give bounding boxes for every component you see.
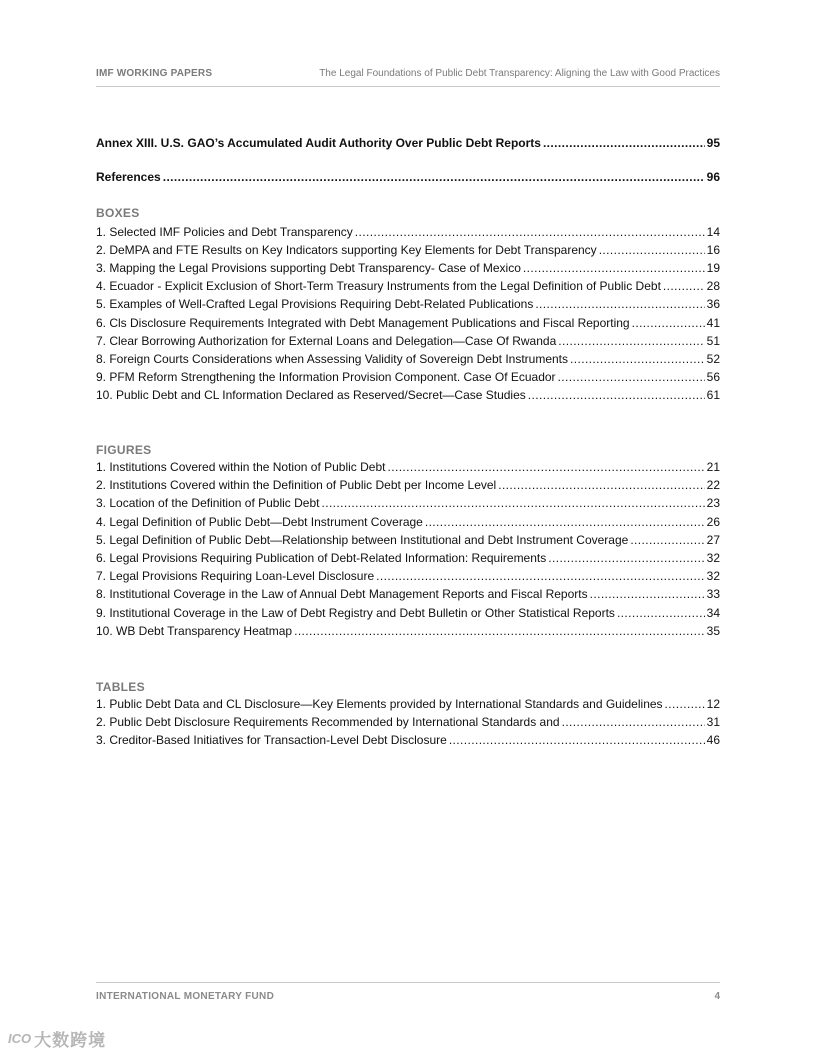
box-entry[interactable] [96,278,720,294]
table-entry[interactable] [96,732,720,748]
toc-entry-label: 4. Legal Definition of Public Debt—Debt Instrument Coverage [96,514,423,529]
toc-entry-label: 1. Selected IMF Policies and Debt Transparency [96,225,353,239]
toc-entry-label: 9. PFM Reform Strengthening the Information Provision Component. Case Of Ecuador [96,369,556,384]
table-entry[interactable] [96,696,720,712]
toc-entry-label: 2. Institutions Covered within the Definition of Public Debt per Income Level [96,478,497,493]
dot-leader [663,278,705,294]
footer-organization: INTERNATIONAL MONETARY FUND [96,991,275,1002]
dot-leader [665,696,705,712]
toc-entry-label: 8. Institutional Coverage in the Law of Annual Debt Management Reports and Fiscal Reports [96,587,588,602]
box-entry[interactable] [96,369,720,385]
dot-leader [548,550,704,566]
figure-entry[interactable] [96,459,720,475]
dot-leader [570,351,705,367]
boxes-heading: BOXES [96,206,140,220]
figure-entry[interactable] [96,532,720,548]
toc-entry-label: 2. Public Debt Disclosure Requirements Recommended by International Standards and [96,715,560,730]
toc-entry-page: 95 [706,136,720,150]
toc-entry-label: 7. Legal Provisions Requiring Loan-Level Disclosure [96,569,375,584]
toc-entry-page: 27 [706,532,720,547]
figures-heading: FIGURES [96,443,152,457]
toc-entry-page: 28 [706,279,720,294]
dot-leader [163,169,705,185]
dot-leader [630,532,704,548]
toc-entry-page: 23 [706,496,720,511]
toc-entry-page: 46 [706,733,720,748]
box-entry[interactable] [96,242,720,258]
dot-leader [543,135,705,151]
figure-entry[interactable] [96,477,720,493]
dot-leader [294,623,705,639]
table-entry[interactable] [96,714,720,730]
toc-entry-label: 5. Legal Definition of Public Debt—Relationship between Institutional and Debt Instrument Coverage [96,532,629,547]
toc-entry-page: 35 [706,623,720,638]
page-number: 4 [714,991,720,1002]
figure-entry[interactable] [96,623,720,639]
figure-entry[interactable] [96,568,720,584]
toc-entry-annex-xiii[interactable] [96,135,720,151]
dot-leader [498,477,704,493]
dot-leader [376,568,704,584]
box-entry[interactable] [96,224,720,240]
toc-entry-label: 2. DeMPA and FTE Results on Key Indicators supporting Key Elements for Debt Transparency [96,243,597,258]
toc-entry-page: 32 [706,551,720,565]
toc-entry-label: Annex XIII. U.S. GAO’s Accumulated Audit Authority Over Public Debt Reports [96,136,541,150]
toc-entry-page: 26 [706,514,720,529]
box-entry[interactable] [96,387,720,403]
box-entry[interactable] [96,315,720,331]
dot-leader [449,732,705,748]
toc-entry-label: 3. Creditor-Based Initiatives for Transaction-Level Debt Disclosure [96,733,447,748]
toc-entry-page: 51 [706,333,720,348]
toc-entry-page: 34 [706,605,720,620]
toc-entry-page: 31 [706,715,720,730]
dot-leader [425,514,705,530]
dot-leader [355,224,705,240]
box-entry[interactable] [96,351,720,367]
figure-entry[interactable] [96,605,720,621]
box-entry[interactable] [96,260,720,276]
toc-entry-label: 6. Cls Disclosure Requirements Integrated with Debt Management Publications and Fiscal Reporting [96,315,630,330]
toc-entry-page: 21 [706,460,720,474]
toc-entry-page: 32 [706,569,720,584]
figure-entry[interactable] [96,586,720,602]
toc-entry-label: 6. Legal Provisions Requiring Publication of Debt-Related Information: Requirements [96,551,547,565]
toc-entry-label: 10. WB Debt Transparency Heatmap [96,623,293,638]
toc-entry-label: 3. Mapping the Legal Provisions supporting Debt Transparency- Case of Mexico [96,261,521,276]
page-footer [96,982,720,1003]
dot-leader [617,605,705,621]
header-series-title: IMF WORKING PAPERS [96,68,213,79]
toc-entry-references[interactable] [96,169,720,185]
box-entry[interactable] [96,333,720,349]
toc-entry-label: 4. Ecuador - Explicit Exclusion of Short-Term Treasury Instruments from the Legal Definition of Public Debt [96,279,661,294]
figure-entry[interactable] [96,514,720,530]
dot-leader [535,296,704,312]
toc-entry-page: 19 [706,261,720,276]
toc-entry-label: 3. Location of the Definition of Public Debt [96,496,320,511]
watermark [8,1026,106,1051]
toc-entry-label: 5. Examples of Well-Crafted Legal Provisions Requiring Debt-Related Publications [96,297,534,312]
watermark-logo-icon: ICO [8,1031,32,1046]
toc-entry-label: 1. Public Debt Data and CL Disclosure—Key Elements provided by International Standards and Guidelines [96,697,663,711]
dot-leader [632,315,705,331]
toc-entry-page: 52 [706,351,720,366]
dot-leader [388,459,705,475]
dot-leader [562,714,705,730]
toc-entry-page: 56 [706,369,720,384]
box-entry[interactable] [96,296,720,312]
toc-entry-label: 10. Public Debt and CL Information Declared as Reserved/Secret—Case Studies [96,387,526,402]
toc-entry-page: 36 [706,297,720,312]
dot-leader [558,369,705,385]
toc-entry-page: 16 [706,243,720,258]
dot-leader [523,260,705,276]
toc-entry-page: 22 [706,478,720,493]
watermark-text: 大数跨境 [34,1031,107,1050]
dot-leader [590,586,705,602]
dot-leader [599,242,705,258]
toc-entry-page: 14 [706,225,720,239]
toc-entry-page: 41 [706,315,720,330]
figure-entry[interactable] [96,550,720,566]
toc-entry-label: 9. Institutional Coverage in the Law of Debt Registry and Debt Bulletin or Other Statistical Reports [96,605,615,620]
toc-entry-label: 1. Institutions Covered within the Notion of Public Debt [96,460,386,474]
dot-leader [321,495,704,511]
toc-entry-label: References [96,170,161,184]
toc-entry-page: 61 [706,387,720,402]
figure-entry[interactable] [96,495,720,511]
tables-heading: TABLES [96,680,145,694]
header-paper-title: The Legal Foundations of Public Debt Transparency: Aligning the Law with Good Practices [319,68,720,79]
dot-leader [558,333,704,349]
toc-entry-page: 96 [706,170,720,184]
toc-entry-label: 8. Foreign Courts Considerations when Assessing Validity of Sovereign Debt Instruments [96,351,569,366]
toc-entry-label: 7. Clear Borrowing Authorization for External Loans and Delegation—Case Of Rwanda [96,333,557,348]
page-header [96,66,720,87]
dot-leader [528,387,705,403]
toc-entry-page: 33 [706,587,720,602]
toc-entry-page: 12 [706,697,720,711]
